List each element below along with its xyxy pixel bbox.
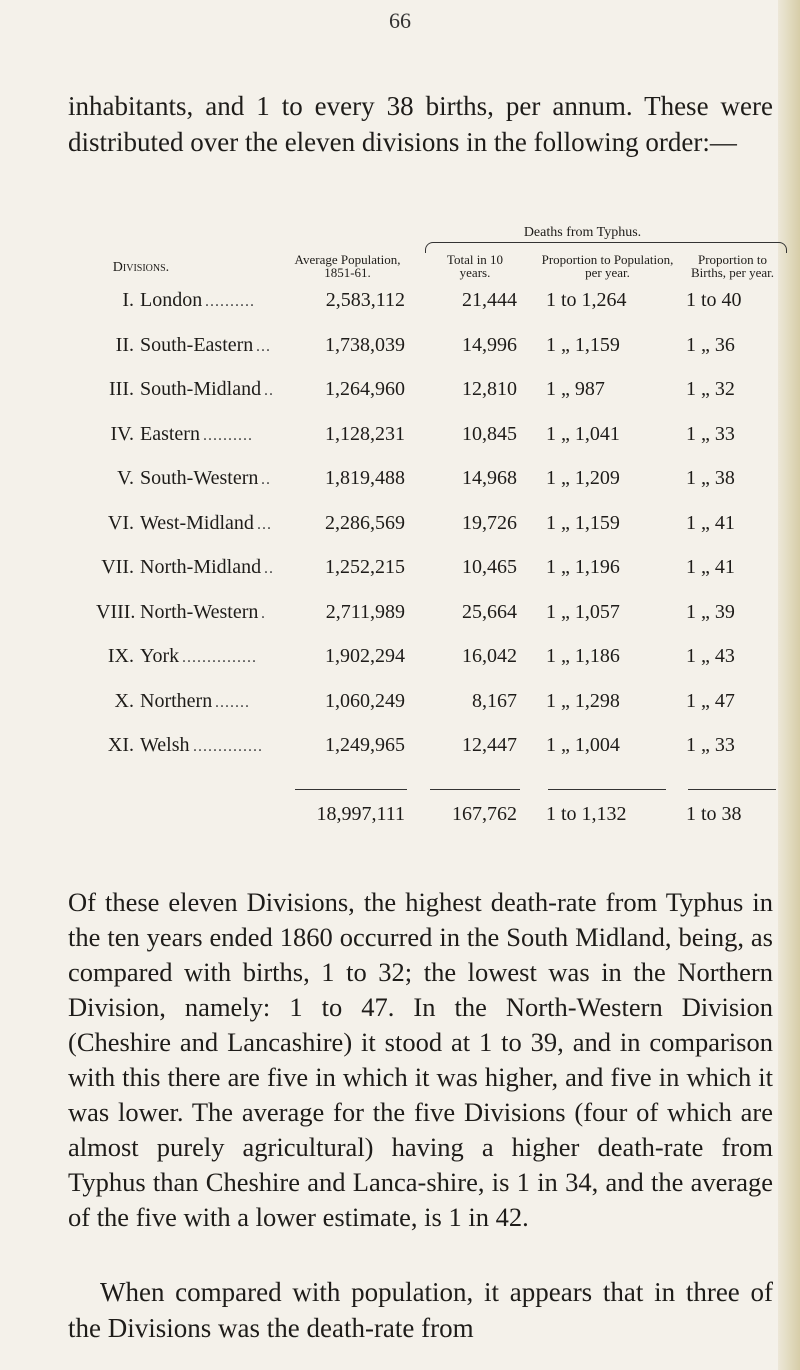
row-number: II.: [115, 333, 134, 356]
total-deaths: 167,762: [452, 803, 517, 825]
body-paragraph: Of these eleven Divisions, the highest death-rate from Typhus in the ten years ended 1860 occurred in the South Midland, being, as compared with births, 1 to 32; the lowest was in the Northern Division, namely: 1 to 47. In the North-Western Division (Cheshire and Lancashire) it stood at 1 to 39, and in comparison with this there are five in which it was higher, and five in which it was lower. The average for the five Divisions (four of which are almost purely agricultural) having a higher death-rate from Typhus than Cheshire and Lanca-shire, is 1 in 34, and the average of the five with a lower estimate, is 1 in 42.: [68, 887, 773, 1232]
closing-text: When compared with population, it appears that in three of the Divisions was the death-rate from: [68, 1277, 773, 1343]
row-division-name: York: [140, 645, 180, 667]
row-total-deaths: 12,810: [462, 378, 517, 400]
row-pop-ratio: 1 „ 1,159: [546, 333, 620, 356]
row-number: IX.: [107, 645, 134, 667]
table-row: [0, 289, 800, 317]
table-row: [0, 423, 800, 451]
row-birth-ratio: 1 „ 36: [686, 333, 735, 356]
row-birth-ratio: 1 „ 38: [686, 467, 735, 489]
row-birth-ratio: 1 „ 47: [686, 689, 735, 712]
row-total-deaths: 21,444: [462, 289, 517, 311]
row-leader-dots: ...: [257, 515, 272, 533]
row-total-deaths: 14,996: [462, 333, 517, 356]
row-division-name: Welsh: [140, 734, 190, 756]
table-row: [0, 601, 800, 629]
row-total-deaths: 12,447: [462, 734, 517, 756]
header-birth-ratio: Proportion to Births, per year.: [690, 252, 775, 280]
total-rule-pop: [295, 789, 407, 790]
row-birth-ratio: 1 „ 32: [686, 378, 735, 400]
row-population: 1,819,488: [325, 467, 405, 489]
row-pop-ratio: 1 „ 1,209: [546, 467, 620, 489]
row-population: 1,252,215: [325, 556, 405, 578]
row-number: VI.: [107, 511, 134, 534]
row-total-deaths: 8,167: [472, 689, 517, 712]
row-leader-dots: ...............: [182, 649, 257, 666]
row-total-deaths: 14,968: [462, 467, 517, 489]
table-group-header: Deaths from Typhus.: [523, 225, 642, 240]
row-leader-dots: ..: [264, 382, 274, 399]
row-number: VII.: [101, 556, 134, 578]
row-birth-ratio: 1 „ 39: [686, 600, 735, 623]
table-row: [0, 467, 800, 495]
row-leader-dots: ..........: [203, 426, 253, 444]
row-pop-ratio: 1 „ 1,057: [546, 600, 620, 623]
intro-paragraph: inhabitants, and 1 to every 38 births, per annum. These were distributed over the eleven divisions in the following order:—: [68, 91, 773, 157]
row-birth-ratio: 1 „ 43: [686, 645, 735, 667]
row-population: 2,286,569: [325, 511, 405, 534]
table-row: [0, 645, 800, 673]
row-number: I.: [122, 289, 134, 311]
row-division-name: London: [140, 289, 203, 311]
closing-paragraph: [68, 1274, 773, 1346]
row-total-deaths: 10,465: [462, 556, 517, 578]
row-leader-dots: .: [261, 604, 266, 622]
row-birth-ratio: 1 „ 33: [686, 422, 735, 445]
row-number: X.: [114, 689, 134, 712]
row-division-name: South-Eastern: [140, 333, 254, 356]
header-pop-ratio: Proportion to Population, per year.: [541, 252, 674, 280]
row-division-name: South-Midland: [140, 378, 262, 400]
header-total: Total in 10 years.: [446, 252, 504, 280]
row-population: 1,249,965: [325, 734, 405, 756]
row-leader-dots: ..........: [205, 293, 255, 310]
total-pop-ratio: 1 to 1,132: [546, 803, 627, 825]
row-leader-dots: .......: [215, 693, 250, 711]
row-total-deaths: 19,726: [462, 511, 517, 534]
row-pop-ratio: 1 „ 987: [546, 378, 605, 400]
row-division-name: South-Western: [140, 467, 259, 489]
table-row: [0, 690, 800, 718]
row-division-name: North-Midland: [140, 556, 262, 578]
total-pop: 18,997,111: [316, 803, 405, 825]
row-birth-ratio: 1 to 40: [686, 289, 742, 311]
row-birth-ratio: 1 „ 41: [686, 511, 735, 534]
header-divisions: Divisions.: [112, 260, 170, 275]
table-row: [0, 512, 800, 540]
row-birth-ratio: 1 „ 33: [686, 734, 735, 756]
table-row: [0, 556, 800, 584]
row-birth-ratio: 1 „ 41: [686, 556, 735, 578]
row-population: 1,902,294: [325, 645, 405, 667]
row-pop-ratio: 1 „ 1,159: [546, 511, 620, 534]
row-population: 1,738,039: [325, 333, 405, 356]
row-pop-ratio: 1 „ 1,298: [546, 689, 620, 712]
row-number: V.: [117, 467, 134, 489]
total-rule-deaths: [430, 789, 520, 790]
total-rule-birth-ratio: [688, 789, 776, 790]
total-birth-ratio: 1 to 38: [686, 803, 742, 825]
table-row: [0, 334, 800, 362]
row-number: XI.: [107, 734, 134, 756]
totals-row: [0, 803, 800, 831]
row-leader-dots: ..: [261, 471, 271, 488]
row-total-deaths: 16,042: [462, 645, 517, 667]
page-number: 66: [389, 8, 411, 33]
header-population: Average Population, 1851-61.: [294, 252, 401, 280]
row-pop-ratio: 1 „ 1,196: [546, 556, 620, 578]
table-row: [0, 734, 800, 762]
row-leader-dots: ...: [256, 337, 271, 355]
row-population: 2,583,112: [325, 289, 405, 311]
row-population: 2,711,989: [325, 600, 405, 623]
row-total-deaths: 25,664: [462, 600, 517, 623]
row-division-name: Northern: [140, 689, 213, 712]
row-number: IV.: [110, 422, 134, 445]
row-pop-ratio: 1 „ 1,041: [546, 422, 620, 445]
row-number: VIII.: [96, 600, 136, 623]
row-total-deaths: 10,845: [462, 422, 517, 445]
row-leader-dots: ..: [264, 560, 274, 577]
row-number: III.: [109, 378, 134, 400]
row-pop-ratio: 1 „ 1,004: [546, 734, 620, 756]
row-population: 1,264,960: [325, 378, 405, 400]
row-pop-ratio: 1 „ 1,186: [546, 645, 620, 667]
table-row: [0, 378, 800, 406]
row-population: 1,060,249: [325, 689, 405, 712]
row-division-name: North-Western: [140, 600, 259, 623]
total-rule-pop-ratio: [548, 789, 666, 790]
row-leader-dots: ..............: [193, 738, 263, 755]
row-division-name: Eastern: [140, 422, 200, 445]
row-division-name: West-Midland: [140, 511, 254, 534]
typhus-table: [0, 225, 800, 885]
row-population: 1,128,231: [325, 422, 405, 445]
row-pop-ratio: 1 to 1,264: [546, 289, 627, 311]
